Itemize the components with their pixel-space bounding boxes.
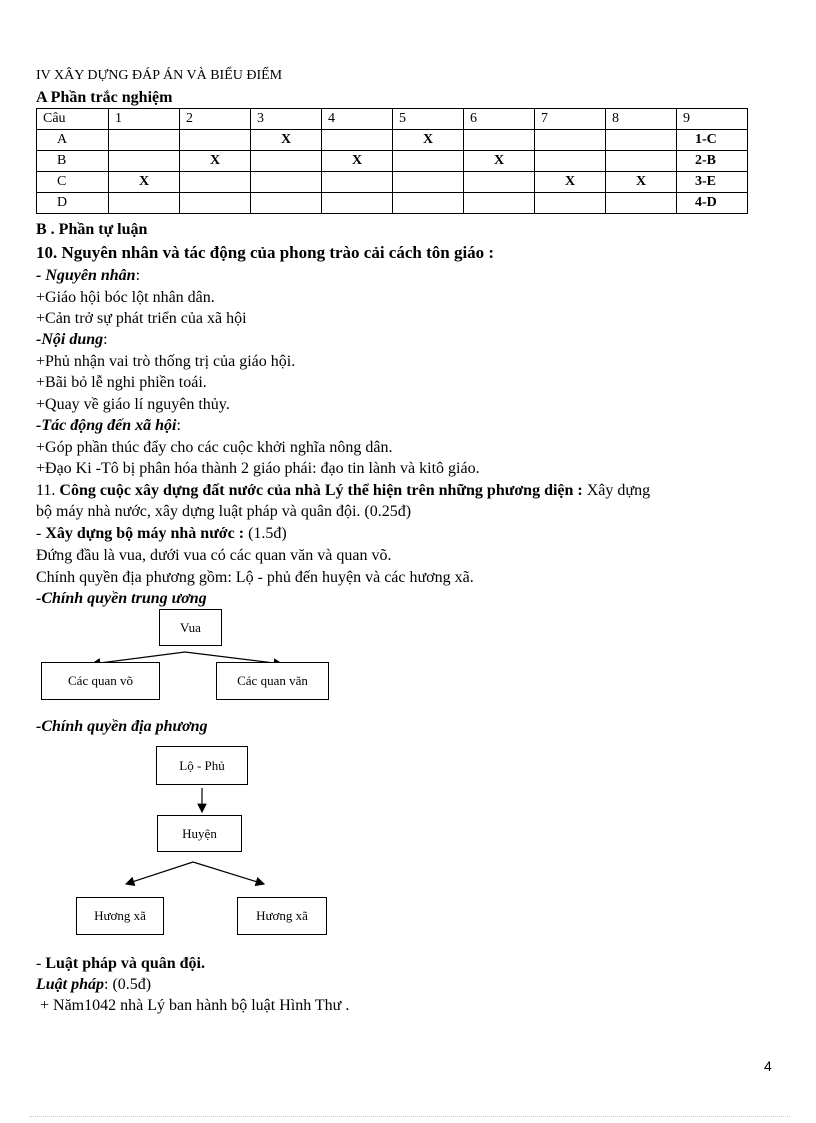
list-item: +Cản trở sự phát triển của xã hội — [36, 310, 247, 327]
q11-line2: bộ máy nhà nước, xây dựng luật pháp và quân đội. (0.25đ) — [36, 503, 412, 520]
table-cell: 5 — [393, 109, 464, 130]
law-army-label: Luật pháp và quân đội. — [45, 955, 205, 972]
table-cell: X — [535, 172, 606, 193]
vua-box: Vua — [159, 609, 222, 646]
list-item: +Bãi bỏ lễ nghi phiền toái. — [36, 374, 207, 391]
q11-title-tail: Xây dựng — [586, 482, 651, 499]
table-cell: 4-D — [677, 193, 748, 214]
huong-xa-left-box: Hương xã — [76, 897, 164, 935]
table-cell: 6 — [464, 109, 535, 130]
table-cell: X — [393, 130, 464, 151]
q11-apparatus-label: Xây dựng bộ máy nhà nước : — [45, 525, 245, 542]
table-cell: 8 — [606, 109, 677, 130]
q10-impact-label: -Tác động đến xã hội — [36, 417, 177, 434]
table-cell: 3-E — [677, 172, 748, 193]
table-cell: 2 — [180, 109, 251, 130]
law-label: Luật pháp — [36, 976, 105, 993]
table-cell: X — [606, 172, 677, 193]
section-b-title: B . Phần tự luận — [36, 221, 148, 238]
table-cell: X — [322, 151, 393, 172]
law-heading — [36, 975, 151, 995]
quan-vo-box: Các quan võ — [41, 662, 160, 700]
q11-apparatus-score: (1.5đ) — [248, 525, 287, 542]
central-gov-label: -Chính quyền trung ương — [36, 590, 207, 607]
huong-xa-right-box: Hương xã — [237, 897, 327, 935]
list-item: Chính quyền địa phương gồm: Lộ - phủ đến huyện và các hương xã. — [36, 569, 474, 586]
q11-number: 11. — [36, 482, 56, 499]
table-cell: 2-B — [677, 151, 748, 172]
table-cell: X — [251, 130, 322, 151]
list-item: Đứng đầu là vua, dưới vua có các quan văn và quan võ. — [36, 547, 392, 564]
table-cell: A — [37, 130, 109, 151]
q11-apparatus-heading: - Xây dựng bộ máy nhà nước : (1.5đ) — [36, 525, 287, 542]
list-item: +Phủ nhận vai trò thống trị của giáo hội. — [36, 353, 296, 370]
page-footer-divider — [30, 1116, 790, 1117]
table-cell: 7 — [535, 109, 606, 130]
table-cell: B — [37, 151, 109, 172]
q10-content-heading: -Nội dung: — [36, 331, 108, 348]
table-cell: 3 — [251, 109, 322, 130]
page-heading: IV XÂY DỰNG ĐÁP ÁN VÀ BIỂU ĐIỂM — [36, 68, 283, 83]
table-cell: X — [464, 151, 535, 172]
lo-phu-box: Lộ - Phủ — [156, 746, 248, 785]
law-score: : (0.5đ) — [104, 976, 152, 993]
huyen-box: Huyện — [157, 815, 242, 852]
q10-cause-label: - Nguyên nhân — [36, 267, 136, 284]
q10-impact-heading: -Tác động đến xã hội: — [36, 417, 181, 434]
page-number: 4 — [764, 1058, 772, 1074]
table-cell: X — [180, 151, 251, 172]
local-gov-label: -Chính quyền địa phương — [36, 718, 208, 735]
table-cell: D — [37, 193, 109, 214]
q10-content-label: -Nội dung — [36, 331, 104, 348]
q10-cause-heading: - Nguyên nhân: — [36, 267, 141, 284]
q10-title: 10. Nguyên nhân và tác động của phong trào cải cách tôn giáo : — [36, 243, 495, 262]
table-cell: Câu — [37, 109, 109, 130]
table-cell: 4 — [322, 109, 393, 130]
q11-title: Công cuộc xây dựng đất nước của nhà Lý thể hiện trên những phương diện : — [59, 482, 583, 499]
table-cell: C — [37, 172, 109, 193]
list-item: +Quay về giáo lí nguyên thủy. — [36, 396, 230, 413]
list-item: +Giáo hội bóc lột nhân dân. — [36, 289, 215, 306]
table-cell: 1 — [109, 109, 180, 130]
table-cell: 1-C — [677, 130, 748, 151]
list-item: +Đạo Ki -Tô bị phân hóa thành 2 giáo phái: đạo tin lành và kitô giáo. — [36, 460, 480, 477]
law-army-heading: - Luật pháp và quân đội. — [36, 955, 205, 972]
table-cell: 9 — [677, 109, 748, 130]
list-item: + Năm1042 nhà Lý ban hành bộ luật Hình Thư . — [40, 997, 350, 1014]
table-cell: X — [109, 172, 180, 193]
section-a-title: A Phần trắc nghiệm — [36, 89, 173, 106]
list-item: +Góp phần thúc đẩy cho các cuộc khởi nghĩa nông dân. — [36, 439, 393, 456]
quan-van-box: Các quan văn — [216, 662, 329, 700]
